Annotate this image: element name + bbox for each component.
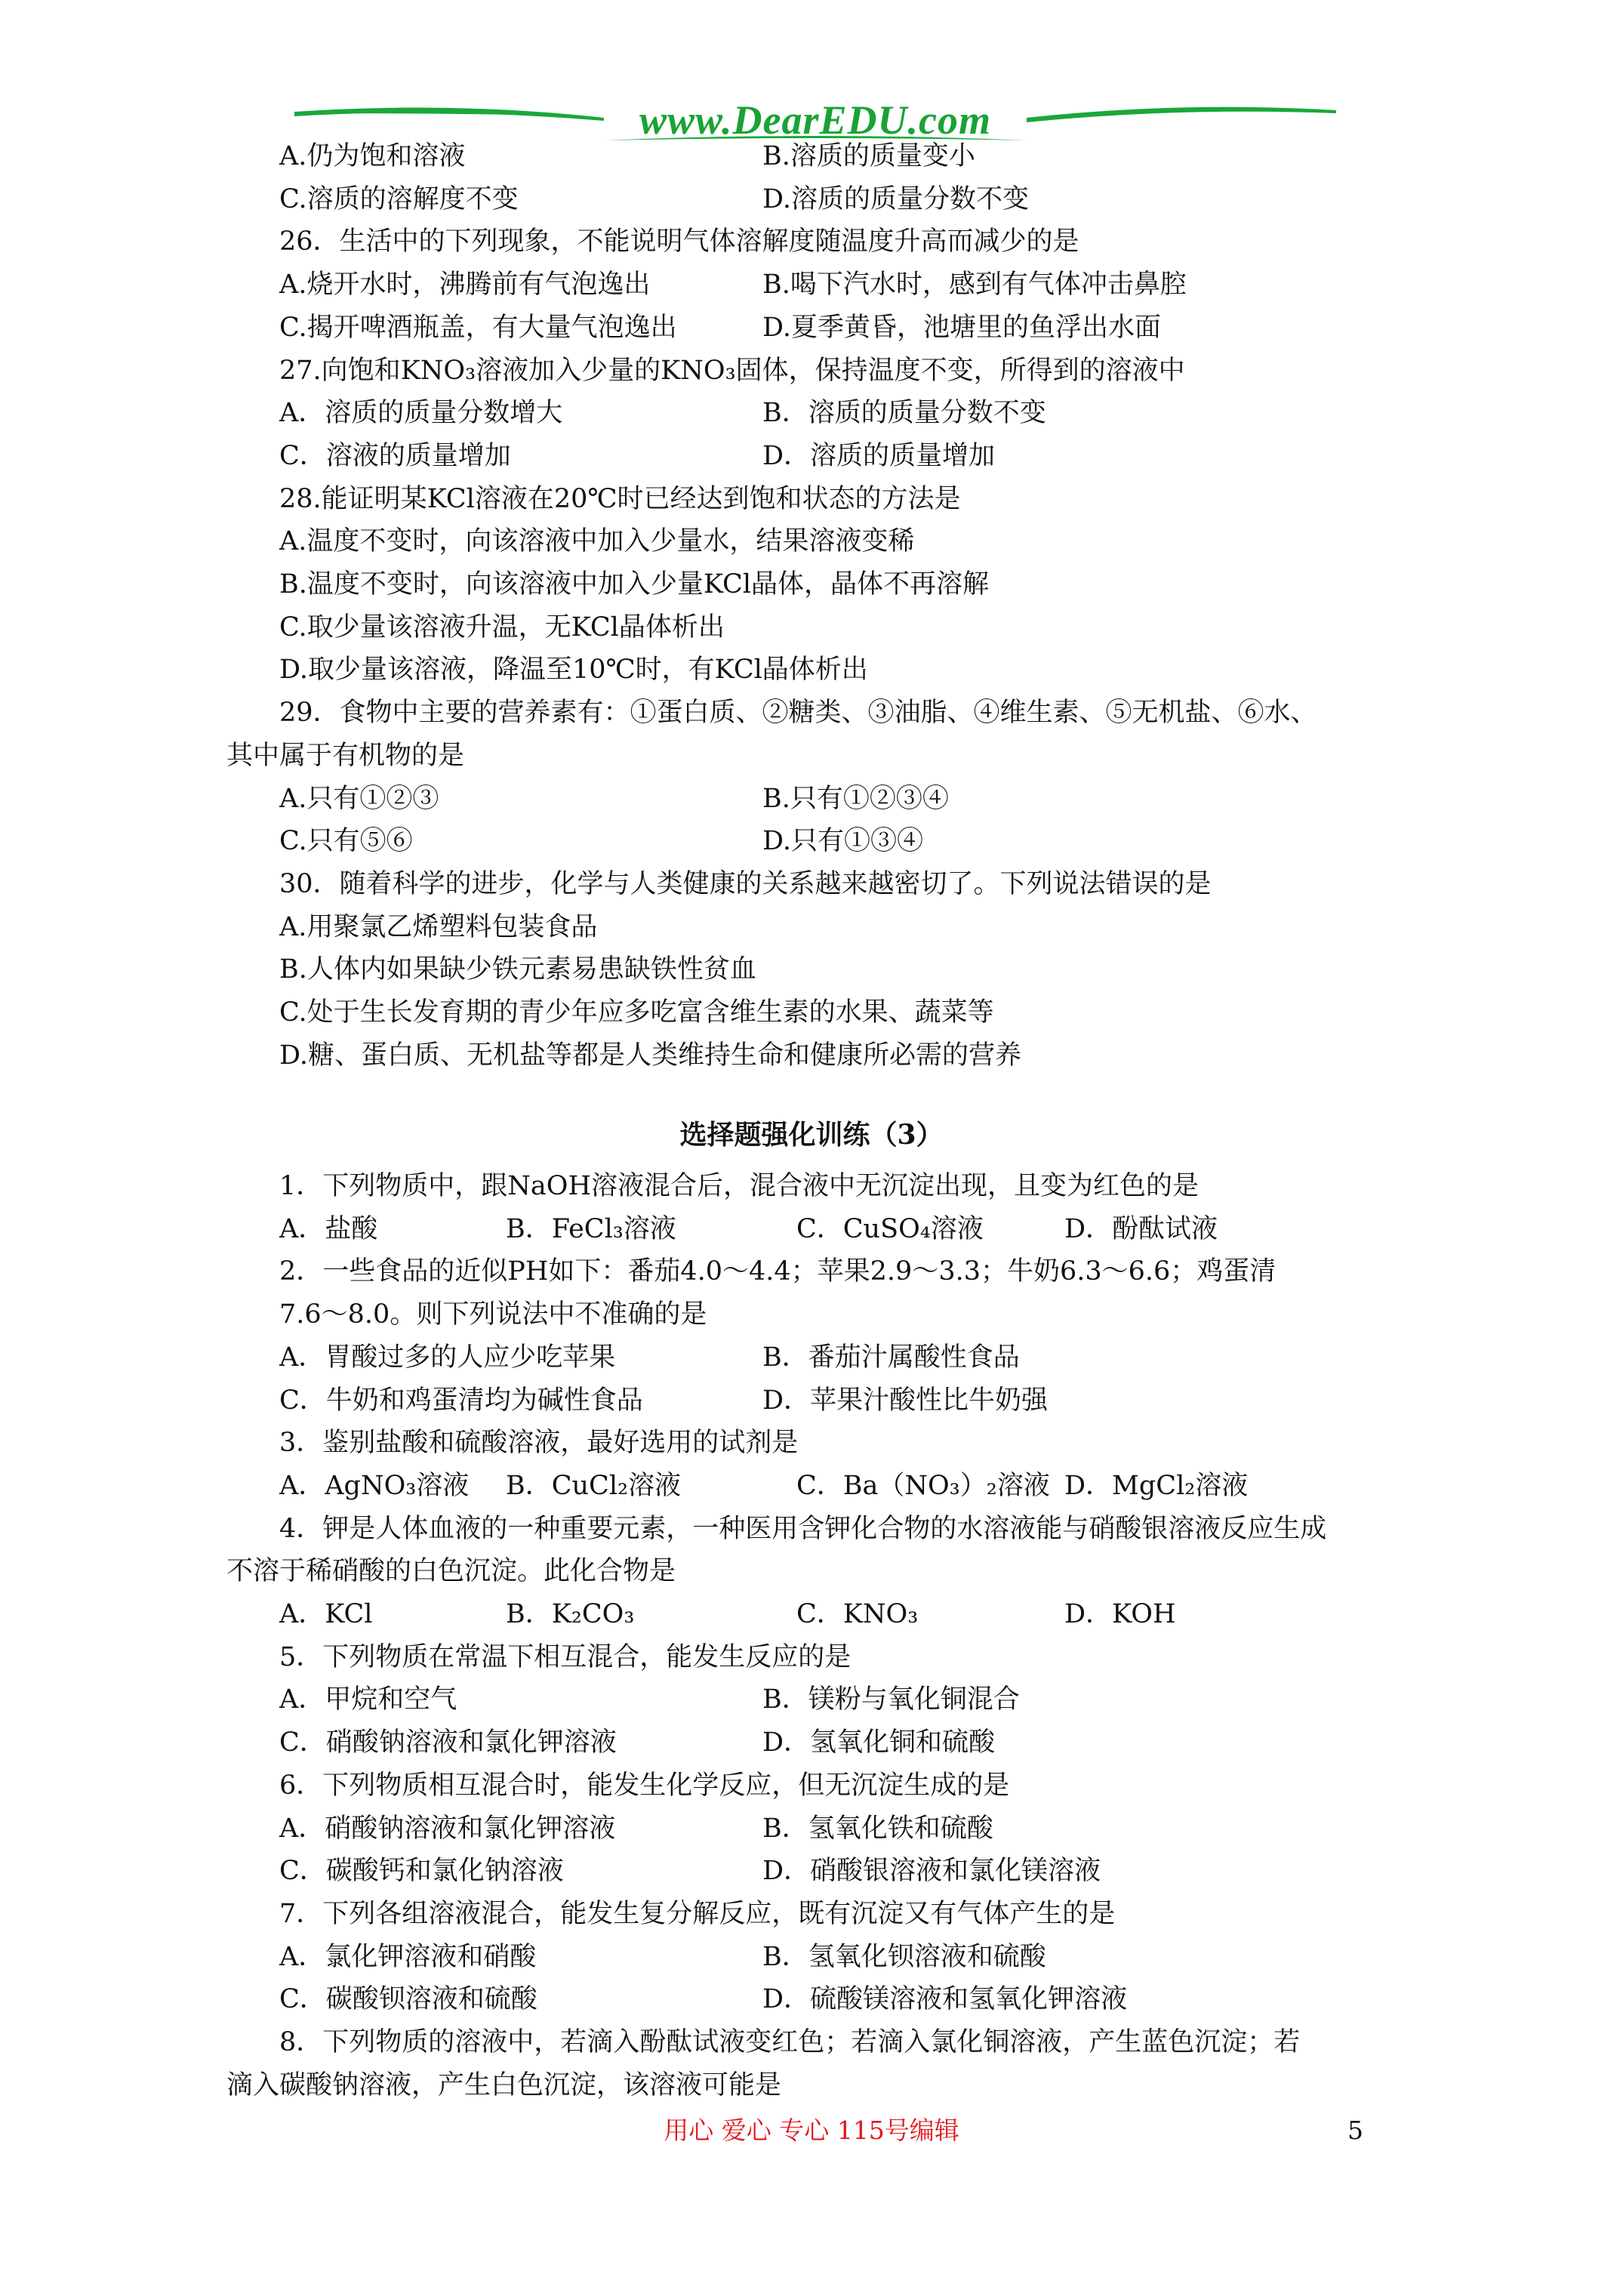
option-line: D.取少量该溶液，降温至10℃时，有KCl晶体析出 bbox=[279, 655, 868, 686]
option-b: B.喝下汽水时，感到有气体冲击鼻腔 bbox=[762, 270, 1187, 300]
option-line: C.取少量该溶液升温，无KCl晶体析出 bbox=[279, 612, 725, 643]
option-b: D．溶质的质量增加 bbox=[762, 440, 996, 471]
option-line: D.糖、蛋白质、无机盐等都是人类维持生命和健康所必需的营养 bbox=[279, 1040, 1021, 1071]
option-a: A.只有①②③ bbox=[279, 783, 439, 814]
option-b: B．CuCl₂溶液 bbox=[506, 1470, 682, 1501]
question-line: 30．随着科学的进步，化学与人类健康的关系越来越密切了。下列说法错误的是 bbox=[279, 868, 1212, 899]
option-b: B．氢氧化钡溶液和硫酸 bbox=[762, 1941, 1046, 1972]
section-title: 选择题强化训练（3） bbox=[679, 1119, 944, 1151]
option-b: D.只有①③④ bbox=[762, 826, 923, 857]
option-b: D.溶质的质量分数不变 bbox=[762, 183, 1029, 214]
option-c: C．CuSO₄溶液 bbox=[796, 1213, 984, 1244]
page-number: 5 bbox=[1347, 2116, 1363, 2145]
option-b: D．苹果汁酸性比牛奶强 bbox=[762, 1385, 1049, 1416]
option-a: C．碳酸钙和氯化钠溶液 bbox=[279, 1856, 564, 1887]
option-a: A．甲烷和空气 bbox=[279, 1684, 457, 1715]
option-b: B．氢氧化铁和硫酸 bbox=[762, 1813, 993, 1844]
question-line: 5．下列物质在常温下相互混合，能发生反应的是 bbox=[279, 1641, 852, 1672]
option-b: B．番茄汁属酸性食品 bbox=[762, 1342, 1020, 1373]
option-d: D．酚酞试液 bbox=[1064, 1213, 1218, 1244]
option-b: B．FeCl₃溶液 bbox=[506, 1213, 676, 1244]
option-a: A．氯化钾溶液和硝酸 bbox=[279, 1941, 537, 1972]
question-line: 27.向饱和KNO₃溶液加入少量的KNO₃固体，保持温度不变，所得到的溶液中 bbox=[279, 355, 1185, 386]
option-b: B.只有①②③④ bbox=[762, 783, 949, 814]
option-a: A．溶质的质量分数增大 bbox=[279, 398, 563, 429]
option-a: C．牛奶和鸡蛋清均为碱性食品 bbox=[279, 1385, 643, 1416]
option-line: A.温度不变时，向该溶液中加入少量水，结果溶液变稀 bbox=[279, 526, 915, 557]
option-a: A．KCl bbox=[279, 1599, 373, 1629]
option-line: A.用聚氯乙烯塑料包装食品 bbox=[279, 911, 598, 942]
option-d: D．KOH bbox=[1064, 1599, 1176, 1629]
option-a: A．胃酸过多的人应少吃苹果 bbox=[279, 1342, 616, 1373]
option-a: A．盐酸 bbox=[279, 1213, 378, 1244]
question-line: 8．下列物质的溶液中，若滴入酚酞试液变红色；若滴入氯化铜溶液，产生蓝色沉淀；若 bbox=[279, 2027, 1301, 2057]
question-line: 6．下列物质相互混合时，能发生化学反应，但无沉淀生成的是 bbox=[279, 1770, 1010, 1801]
option-a: A．硝酸钠溶液和氯化钾溶液 bbox=[279, 1813, 616, 1844]
option-a: A．AgNO₃溶液 bbox=[279, 1470, 470, 1501]
option-b: B．镁粉与氧化铜混合 bbox=[762, 1684, 1020, 1715]
option-a: A.烧开水时，沸腾前有气泡逸出 bbox=[279, 270, 651, 300]
footer-text: 用心 爱心 专心 115号编辑 bbox=[664, 2116, 959, 2145]
question-line: 7．下列各组溶液混合，能发生复分解反应，既有沉淀又有气体产生的是 bbox=[279, 1898, 1116, 1929]
option-b: D．硫酸镁溶液和氢氧化钾溶液 bbox=[762, 1984, 1128, 2015]
option-a: C.溶质的溶解度不变 bbox=[279, 183, 519, 214]
option-b: B．K₂CO₃ bbox=[506, 1599, 635, 1629]
question-line: 28.能证明某KCl溶液在20℃时已经达到饱和状态的方法是 bbox=[279, 483, 961, 514]
question-continuation: 不溶于稀硝酸的白色沉淀。此化合物是 bbox=[226, 1556, 676, 1587]
option-b: D．硝酸银溶液和氯化镁溶液 bbox=[762, 1856, 1101, 1887]
question-continuation: 滴入碳酸钠溶液，产生白色沉淀，该溶液可能是 bbox=[226, 2069, 782, 2100]
option-c: C．KNO₃ bbox=[796, 1599, 919, 1629]
option-a: A.仍为饱和溶液 bbox=[279, 141, 466, 171]
option-a: C．溶液的质量增加 bbox=[279, 440, 511, 471]
option-c: C．Ba（NO₃）₂溶液 bbox=[796, 1470, 1050, 1501]
option-a: C.只有⑤⑥ bbox=[279, 826, 413, 857]
option-a: C．碳酸钡溶液和硫酸 bbox=[279, 1984, 537, 2015]
question-line: 26．生活中的下列现象，不能说明气体溶解度随温度升高而减少的是 bbox=[279, 227, 1079, 257]
option-d: D．MgCl₂溶液 bbox=[1064, 1470, 1249, 1501]
option-b: D．氢氧化铜和硫酸 bbox=[762, 1727, 996, 1758]
question-line: 7.6～8.0。则下列说法中不准确的是 bbox=[279, 1299, 707, 1330]
option-b: B.溶质的质量变小 bbox=[762, 141, 975, 171]
option-line: C.处于生长发育期的青少年应多吃富含维生素的水果、蔬菜等 bbox=[279, 997, 994, 1028]
question-line: 4．钾是人体血液的一种重要元素，一种医用含钾化合物的水溶液能与硝酸银溶液反应生成 bbox=[279, 1513, 1327, 1544]
option-line: B.人体内如果缺少铁元素易患缺铁性贫血 bbox=[279, 954, 756, 985]
option-line: B.温度不变时，向该溶液中加入少量KCl晶体，晶体不再溶解 bbox=[279, 569, 990, 599]
question-line: 1．下列物质中，跟NaOH溶液混合后，混合液中无沉淀出现，且变为红色的是 bbox=[279, 1171, 1199, 1201]
option-a: C.揭开啤酒瓶盖，有大量气泡逸出 bbox=[279, 312, 677, 343]
question-line: 3．鉴别盐酸和硫酸溶液，最好选用的试剂是 bbox=[279, 1428, 799, 1459]
option-b: B．溶质的质量分数不变 bbox=[762, 398, 1046, 429]
option-a: C．硝酸钠溶液和氯化钾溶液 bbox=[279, 1727, 617, 1758]
question-line: 29．食物中主要的营养素有：①蛋白质、②糖类、③油脂、④维生素、⑤无机盐、⑥水、 bbox=[279, 698, 1317, 729]
brand-text: www.DearEDU.com bbox=[639, 97, 991, 143]
question-line: 2．一些食品的近似PH如下：番茄4.0～4.4；苹果2.9～3.3；牛奶6.3～6.6；鸡蛋清 bbox=[279, 1256, 1277, 1287]
option-b: D.夏季黄昏，池塘里的鱼浮出水面 bbox=[762, 312, 1161, 343]
question-continuation: 其中属于有机物的是 bbox=[226, 740, 465, 771]
